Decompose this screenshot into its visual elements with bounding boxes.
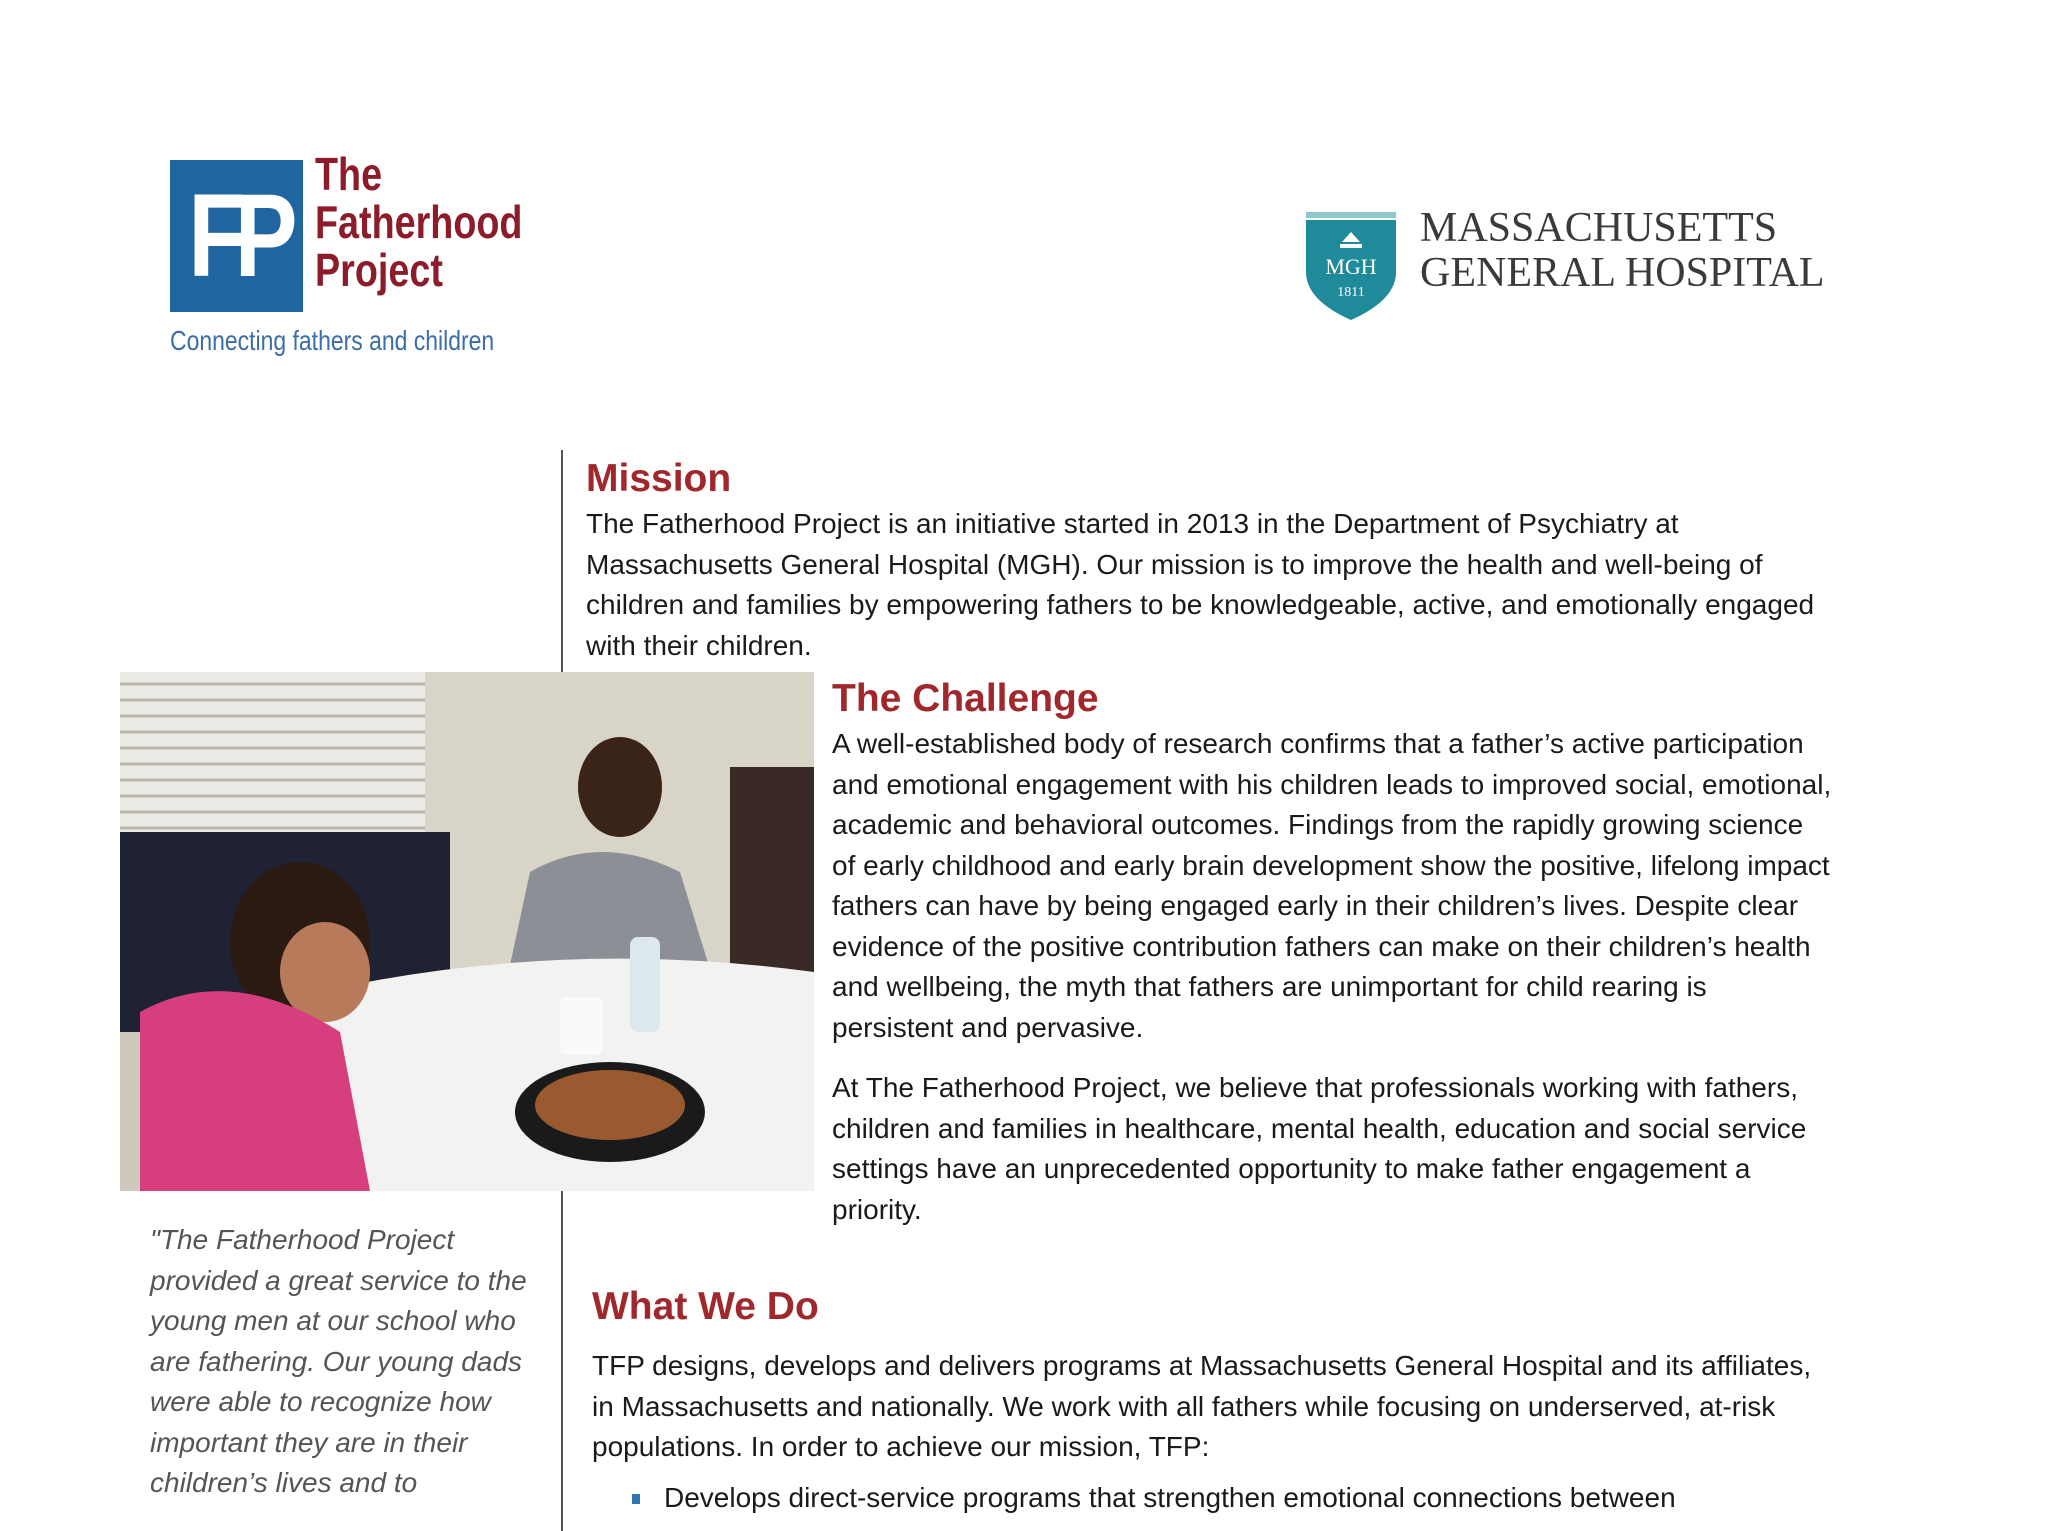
mission-section: [586, 456, 1846, 666]
column-divider: [561, 450, 563, 672]
fp-logo-monogram: FP: [188, 170, 287, 302]
challenge-heading: The Challenge: [832, 677, 1099, 720]
list-item-text: Develops direct-service programs that strengthen emotional connections between: [664, 1481, 1676, 1513]
fp-tagline: Connecting fathers and children: [170, 325, 495, 356]
mgh-shield-text: MGH: [1325, 254, 1377, 279]
mgh-shield-year: 1811: [1337, 285, 1365, 300]
fp-title-line: Fatherhood: [315, 196, 523, 248]
what-we-do-heading: What We Do: [592, 1285, 819, 1328]
list-item: [592, 1478, 1832, 1519]
mgh-shield-icon: [1304, 210, 1398, 320]
fp-logo-title: [315, 150, 522, 294]
fp-title-line: The: [315, 148, 383, 200]
bullet-icon: [632, 1494, 640, 1504]
challenge-paragraph: A well-established body of research confirms that a father’s active participation and emotional engagement with his children leads to improved social, emotional, academic and behavioral outcomes. Findings from the rapidly growing science of early childhood and early brain development show the positive, lifelong impact fathers can have by being engaged early in their children’s lives. Despite clear evidence of the positive contribution fathers can make on their children’s health and wellbeing, the myth that fathers are unimportant for child rearing is persistent and pervasive.: [832, 728, 1832, 1043]
column-divider: [561, 1191, 563, 1531]
challenge-paragraph: At The Fatherhood Project, we believe that professionals working with fathers, children and families in healthcare, mental health, education and social service settings have an unprecedented opportunity to make father engagement a priority.: [832, 1072, 1807, 1225]
fp-title-line: Project: [315, 244, 443, 296]
mission-heading: Mission: [586, 457, 732, 500]
mission-body: The Fatherhood Project is an initiative started in 2013 in the Department of Psychiatry at Massachusetts General Hospital (MGH). Our mission is to improve the health and well-being of children and families by empowering fathers to be knowledgeable, active, and emotionally engaged with their children.: [586, 508, 1815, 661]
challenge-section: [832, 676, 1832, 1230]
what-we-do-body: TFP designs, develops and delivers programs at Massachusetts General Hospital and its affiliates, in Massachusetts and nationally. We work with all fathers while focusing on underserved, at-risk populations. In order to achieve our mission, TFP:: [592, 1350, 1812, 1462]
what-we-do-section: [592, 1284, 1832, 1518]
testimonial-quote: "The Fatherhood Project provided a great service to the young men at our school who are fathering. Our young dads were able to recognize how important they are in their children’s lives and to: [150, 1224, 527, 1498]
father-daughter-photo: [120, 672, 814, 1191]
mgh-name-line: MASSACHUSETTS: [1420, 205, 1778, 251]
mgh-name-line: GENERAL HOSPITAL: [1420, 250, 1825, 296]
mgh-name: [1420, 206, 1825, 296]
